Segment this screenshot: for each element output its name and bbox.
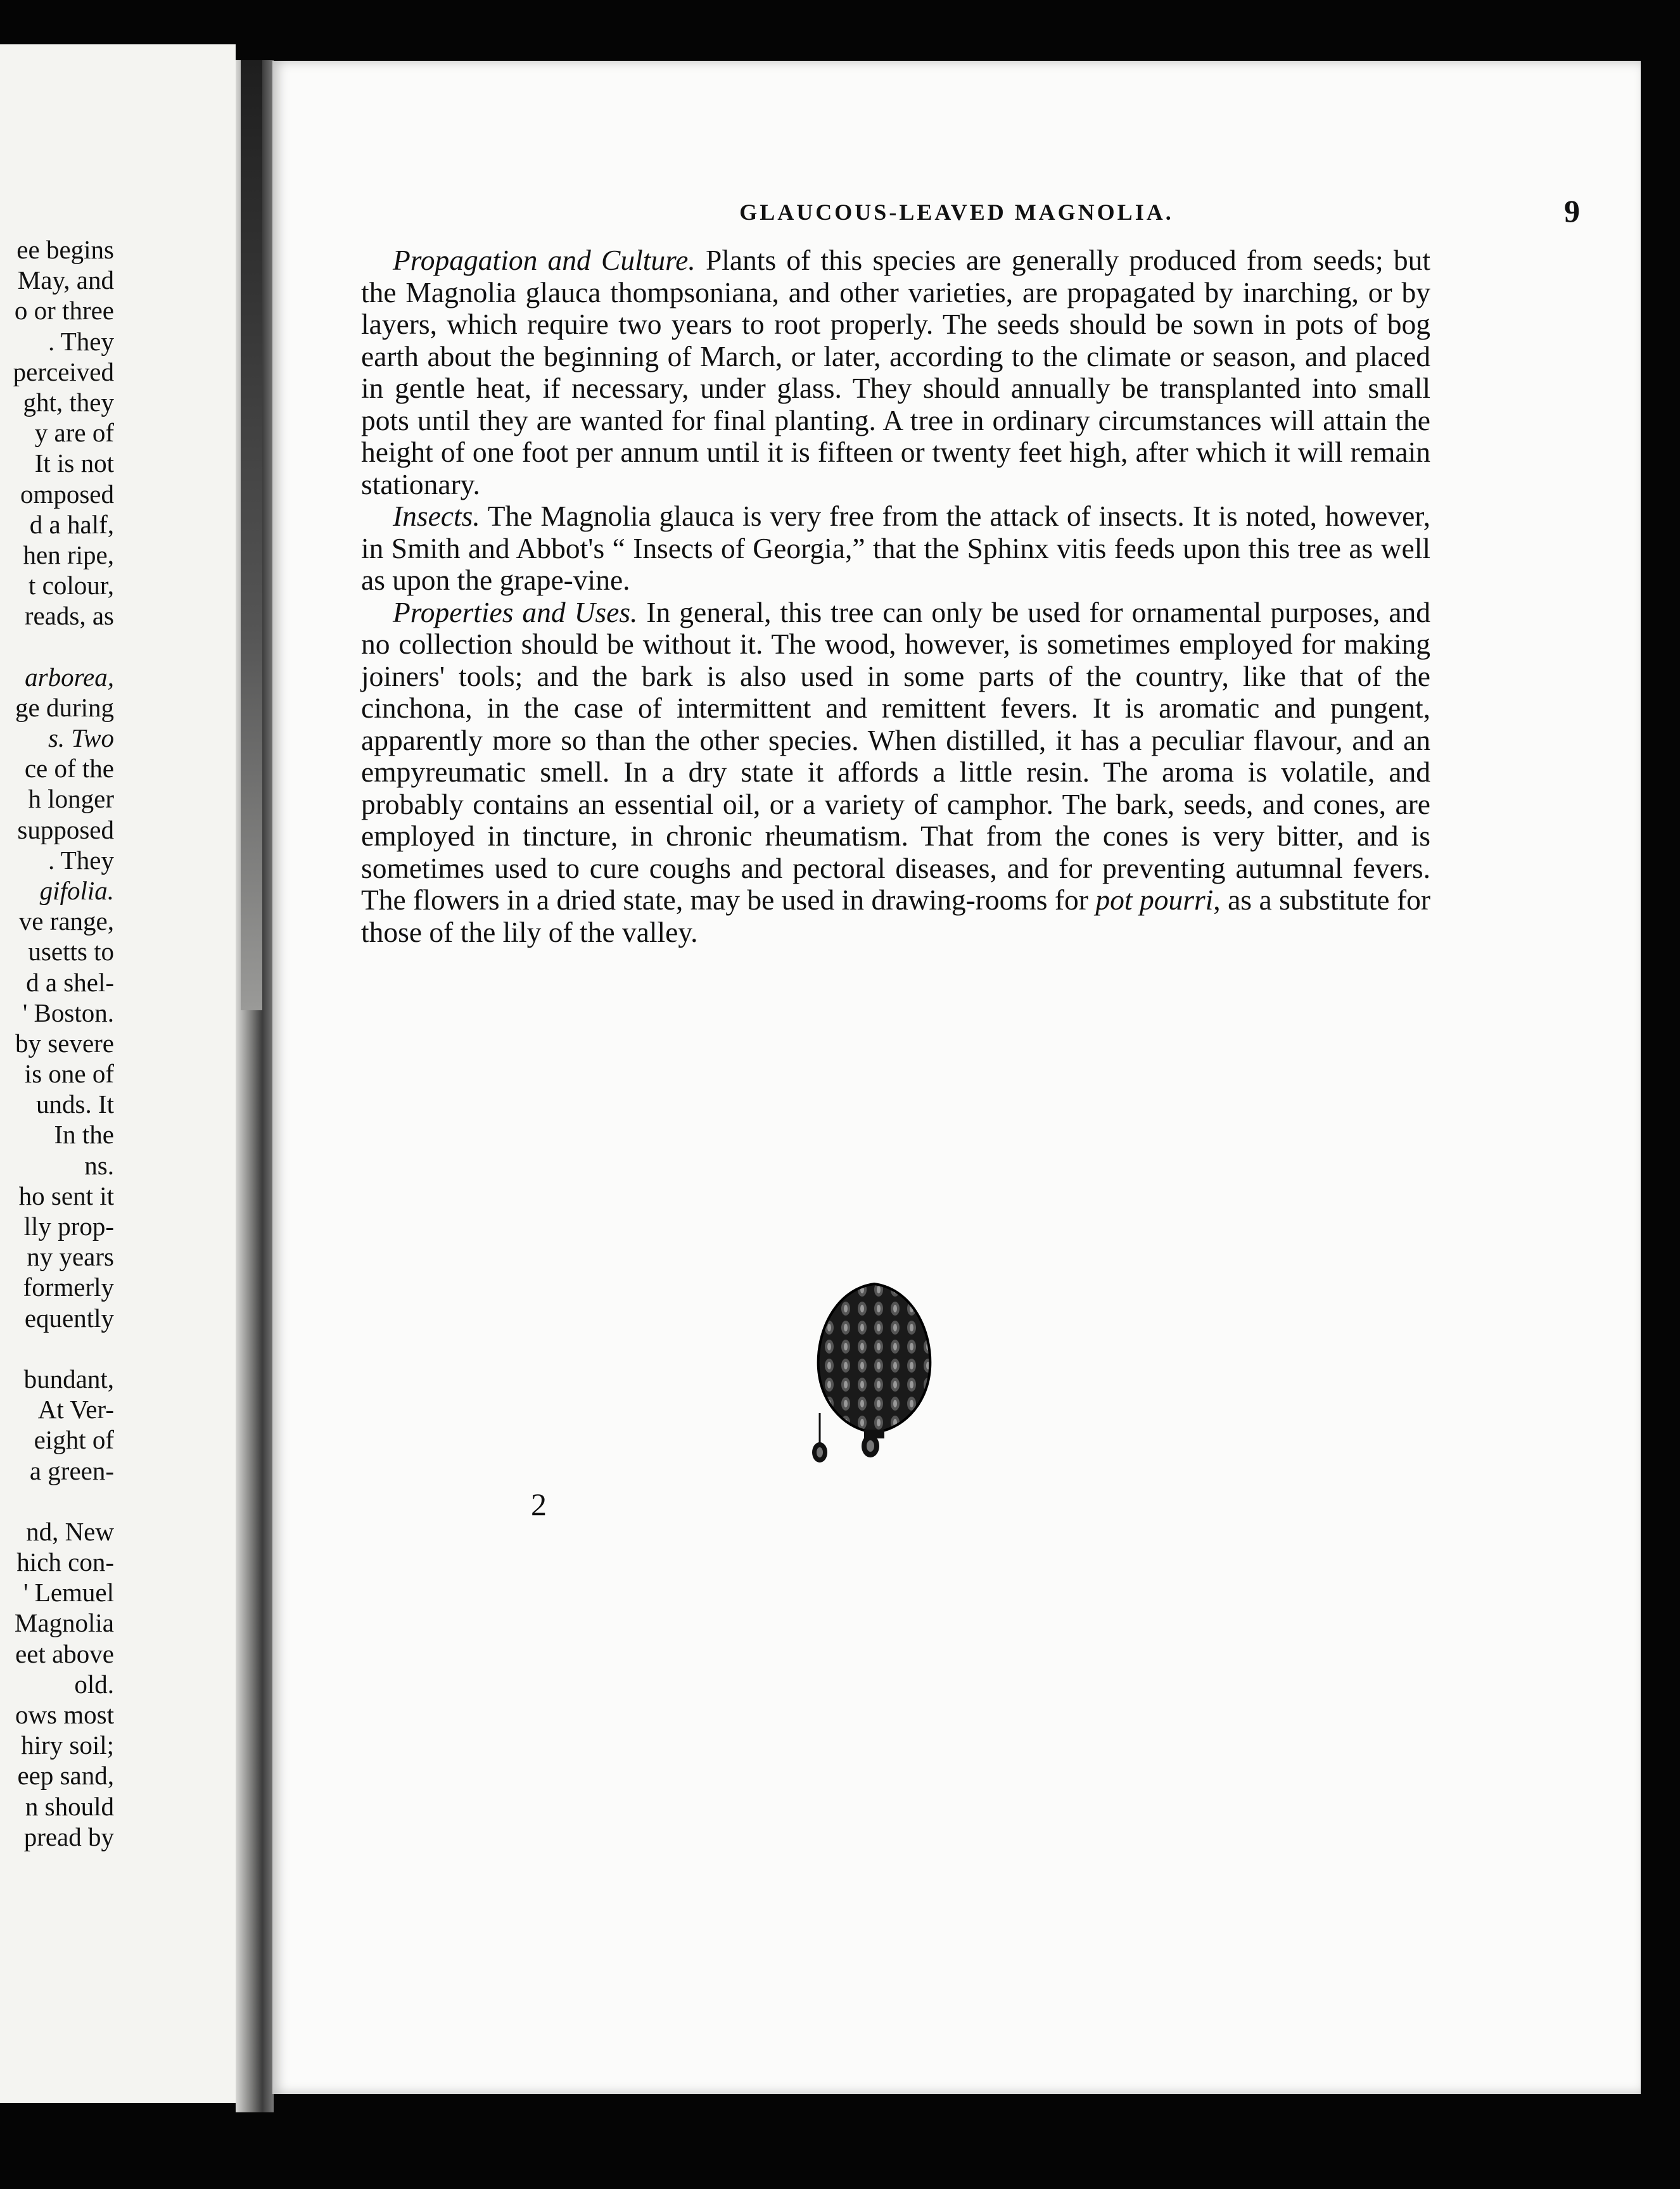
left-page-line: . They [48,845,114,875]
left-page-line: o or three [14,296,114,326]
paragraph-text: Plants of this species are generally produced from seeds; but the Magnolia glauca thompsoniana, and other varieties, are propagated by inarching, or by layers, which require two years to root properly. The seeds should be sown in pots of bog earth about the beginning of March, or later, according to the climate or season, and placed in gentle heat, if necessary, under glass. They should annually be transplanted into small pots until they are wanted for final planting. A tree in ordinary circumstances will attain the height of one foot per annum until it is fifteen or twenty feet high, after which it will remain stationary. [361,244,1430,500]
paragraph-text-tail: , as a substitute for those of the lily of the valley. [361,884,1430,948]
left-page-line: by severe [15,1028,114,1058]
left-page-blank-line [0,631,114,661]
left-page-line: arborea, [25,662,114,692]
left-page-line: ny years [27,1242,114,1272]
left-page-line: supposed [17,815,114,844]
left-page-line: n should [25,1791,114,1821]
left-page-line: ows most [15,1700,114,1729]
right-page [272,61,1641,2094]
left-page-line: hiry soil; [21,1730,114,1760]
left-page-line: ce of the [24,754,114,784]
left-page-line: ve range, [18,906,114,936]
left-page-line: At Ver- [37,1395,114,1424]
left-page-line: ght, they [23,387,114,417]
left-page-line: omposed [20,479,114,509]
paragraph-text: In general, this tree can only be used for ornamental purposes, and no collection should be without it. The wood, however, is sometimes employed for making joiners' tools; and the bark is also used in some parts of the country, like that of the cinchona, in the case of intermittent and remittent fevers. It is aromatic and pungent, apparently more so than the other species. When distilled, it has a peculiar flavour, and an empyreumatic smell. In a dry state it affords a little resin. The aroma is volatile, and probably contains an essential oil, or a variety of camphor. The bark, seeds, and cones, are employed in tincture, in chronic rheumatism. That from the cones is very bitter, and is sometimes used to cure coughs and pectoral diseases, and for preventing autumnal fevers. The flowers in a dried state, may be used in drawing-rooms for [361,595,1430,916]
left-page-blank-line [0,1486,114,1516]
left-page-line: usetts to [28,937,114,967]
paragraph-text: The Magnolia glauca is very free from the attack of insects. It is noted, however, in Smith and Abbot's “ Insects of Georgia,” that the Sphinx vitis feeds upon this tree as well as upon the grape-vine. [361,500,1430,596]
left-page-line: bundant, [23,1364,114,1393]
left-page-line: old. [74,1669,114,1699]
paragraph-insects [361,500,1430,597]
body-text [361,244,1430,948]
magnolia-cone-icon [805,1280,944,1464]
paragraph-heading: Properties and Uses. [393,595,638,628]
left-page-line: ' Lemuel [23,1578,114,1608]
left-page-line: a green- [29,1456,114,1485]
page-number: 9 [1564,193,1580,229]
left-page-line: t colour, [29,571,114,600]
left-page-line: nd, New [26,1516,114,1546]
left-page-line: ge during [15,692,114,722]
paragraph-heading: Insects. [393,500,480,532]
left-page-text-column [0,234,114,1852]
left-page-line: d a shel- [26,967,114,997]
left-page-line: formerly [23,1272,114,1302]
left-page-line: is one of [24,1059,114,1089]
left-page-line: ' Boston. [22,998,114,1027]
left-page-line: perceived [13,357,114,386]
left-page-line: d a half, [29,509,114,539]
running-head: GLAUCOUS-LEAVED MAGNOLIA. [739,200,1174,225]
left-page-line: ns. [84,1150,114,1180]
left-page-line: eep sand, [17,1761,114,1791]
paragraph-properties [361,597,1430,949]
left-page-line: Magnolia [14,1608,114,1638]
left-page-line: y are of [34,418,114,448]
left-page-line: unds. It [36,1089,114,1119]
left-page-line: In the [54,1120,114,1150]
signature-mark: 2 [531,1487,547,1522]
left-page-line: ee begins [16,235,114,264]
left-page-line: pread by [23,1822,114,1851]
left-page-line: ho sent it [18,1181,114,1210]
left-page-line: h longer [28,784,114,814]
paragraph-propagation [361,244,1430,500]
left-page-line: hich con- [16,1547,114,1577]
left-page-line: reads, as [24,601,114,631]
left-page-line: s. Two [48,723,114,752]
left-page-line: eet above [15,1639,114,1668]
book-gutter-shadow [241,60,262,1010]
left-page-line: May, and [17,265,114,295]
left-page-line: equently [24,1303,114,1333]
italic-term: pot pourri [1095,884,1214,916]
left-page-line: . They [48,326,114,356]
left-page-line: It is not [34,448,114,478]
left-page-line: hen ripe, [23,540,114,569]
paragraph-heading: Propagation and Culture. [393,244,696,276]
left-page-line: gifolia. [39,875,114,905]
left-page-line: lly prop- [23,1212,114,1241]
left-facing-page [0,44,236,2103]
left-page-line: eight of [34,1425,114,1455]
left-page-blank-line [0,1333,114,1364]
